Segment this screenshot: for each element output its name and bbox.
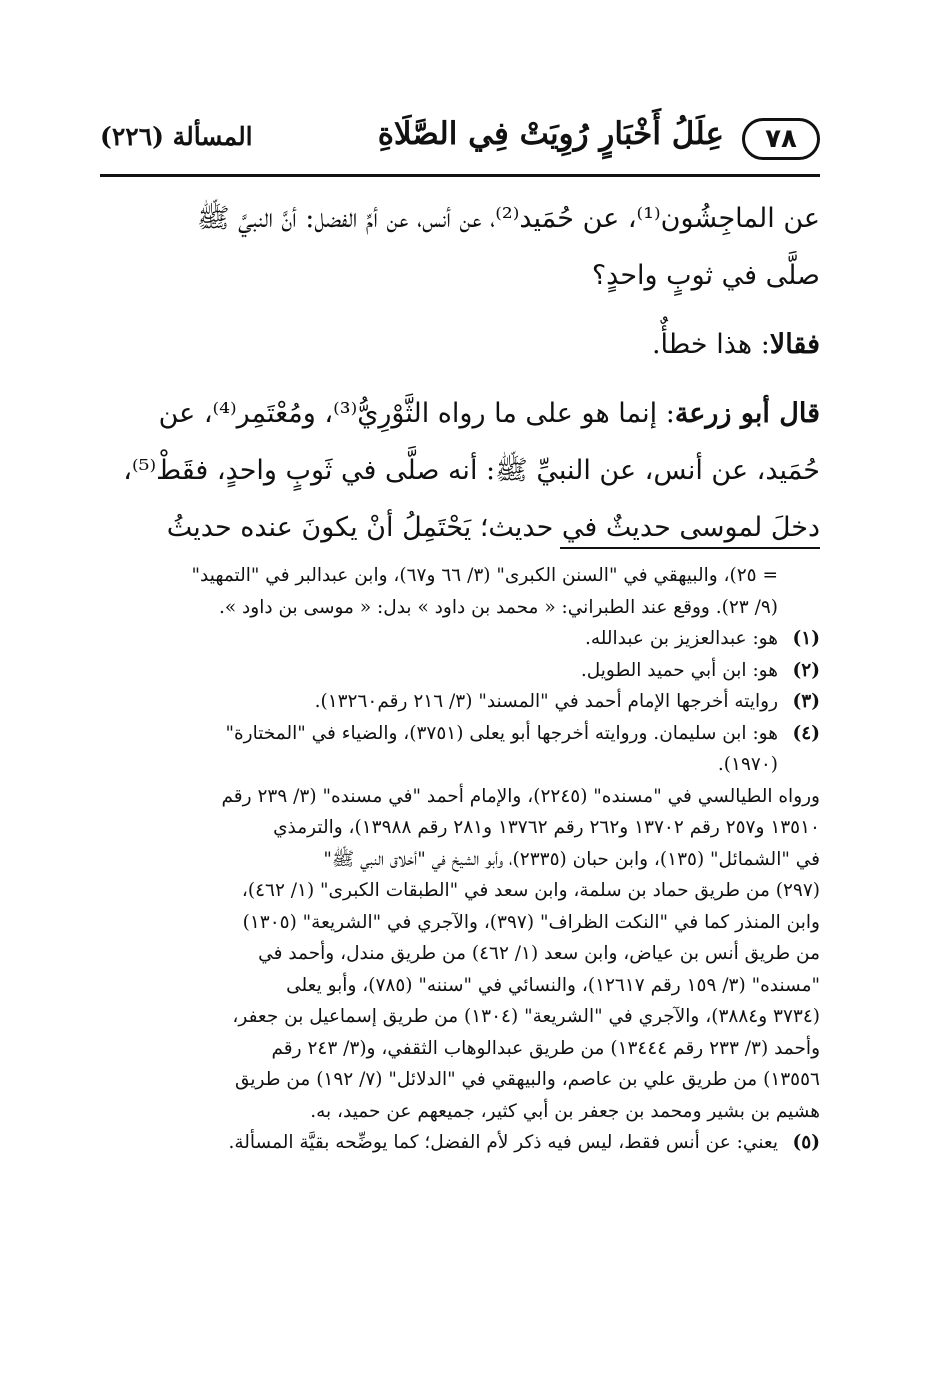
abu-zurah-paragraph	[100, 385, 820, 442]
footnote-continuation: (٩/ ٢٣). ووقع عند الطبراني: « محمد بن داود » بدل: « موسى بن داود ».	[218, 596, 778, 618]
footnote-line: وأحمد (٣/ ٢٣٣ رقم ١٣٤٤٤) من طريق عبدالوهاب الثقفي، و(٣/ ٢٤٣ رقم	[271, 1037, 820, 1059]
abu-zurah-lead: قال أبو زرعة	[674, 398, 820, 429]
footnote-2	[100, 655, 820, 687]
footnote-number: (٣)	[792, 691, 820, 712]
footnote-continuation: = ٢٥)، والبيهقي في "السنن الكبرى" (٣/ ٦٦ و٦٧)، وابن عبدالبر في "التمهيد"	[191, 565, 778, 586]
footnote-line: من طريق أنس بن عياض، وابن سعد (١/ ٤٦٢) من طريق مندل، وأحمد في	[258, 943, 820, 964]
footnote-text: هو: ابن أبي حميد الطويل.	[580, 659, 778, 681]
paragraph-line: : إنما هو على ما رواه الثَّوْرِيُّ⁽³⁾، ومُعْتَمِر⁽⁴⁾، عن	[158, 398, 675, 429]
footnote-line: ورواه الطيالسي في "مسنده" (٢٢٤٥)، والإمام أحمد "في مسنده" (٣/ ٢٣٩ رقم	[221, 785, 820, 807]
page-number-badge	[742, 118, 820, 160]
footnote-line: (١٩٧٠).	[717, 754, 778, 775]
footnote-number: (٥)	[792, 1132, 820, 1153]
main-text	[100, 190, 820, 556]
footnote-number: (٤)	[792, 722, 820, 744]
book-title: عِلَلُ أَخْبَارٍ رُوِيَتْ فِي الصَّلَاةِ	[377, 116, 724, 152]
footnote-line: في "الشمائل" (١٣٥)، وابن حبان (٢٣٣٥)، وأبو الشيخ في "أخلاق النبي ﷺ"	[323, 848, 820, 870]
footnote-text: يعني: عن أنس فقط، ليس فيه ذكر لأم الفضل؛ كما يوضِّحه بقيَّة المسألة.	[228, 1132, 778, 1153]
footnotes	[100, 560, 820, 1159]
footnote-line: هشيم بن بشير ومحمد بن جعفر بن أبي كثير، جميعهم عن حميد، به.	[310, 1100, 820, 1122]
footnote-line: ١٣٥٥٦) من طريق علي بن عاصم، والبيهقي في "الدلائل" (٧/ ١٩٢) من طريق	[234, 1069, 820, 1090]
paragraph-line: عن الماجِشُون⁽¹⁾، عن حُمَيد⁽²⁾، عن أنس، عن أمِّ الفضل: أنَّ النبيَّ ﷺ	[196, 203, 820, 234]
footnote-number: (٢)	[792, 659, 820, 681]
footnote-separator	[560, 547, 820, 549]
footnote-text: هو: عبدالعزيز بن عبدالله.	[584, 628, 778, 649]
issue-label: المسألة (٢٢٦)	[100, 122, 253, 151]
footnote-line: ١٣٥١٠ و٢٥٧ رقم ١٣٧٠٢ و٢٦٢ رقم ١٣٧٦٢ و٢٨١ رقم ١٣٩٨٨)، والترمذي	[273, 817, 820, 838]
paragraph-line: حُمَيد، عن أنس، عن النبيِّ ﷺ: أنه صلَّى في ثَوبٍ واحدٍ، فقَطْ⁽⁵⁾،	[123, 455, 820, 486]
footnote-line: وابن المنذر كما في "النكت الظراف" (٣٩٧)، والآجري في "الشريعة" (١٣٠٥)	[242, 911, 820, 933]
header-rule	[100, 174, 820, 177]
answer-text: : هذا خطأٌ.	[651, 329, 770, 360]
page-header	[100, 112, 820, 174]
footnote-text: روايته أخرجها الإمام أحمد في "المسند" (٣/ ٢١٦ رقم١٣٢٦٠).	[314, 691, 778, 712]
paragraph-line: صلَّى في ثوبٍ واحدٍ؟	[591, 260, 820, 291]
footnote-line: "مسنده" (٣/ ١٥٩ رقم ١٢٦١٧)، والنسائي في "سننه" (٧٨٥)، وأبو يعلى	[286, 974, 820, 996]
footnote-line: (٣٧٣٤ و٣٨٨٤)، والآجري في "الشريعة" (١٣٠٤) من طريق إسماعيل بن جعفر،	[232, 1006, 820, 1027]
answer-lead: فقالا	[769, 329, 820, 360]
paragraph-line: دخلَ لموسى حديثٌ في حديث؛ يَحْتَمِلُ أنْ يكونَ عنده حديثُ	[166, 512, 820, 543]
answer-paragraph	[100, 316, 820, 373]
footnote-line: (٢٩٧) من طريق حماد بن سلمة، وابن سعد في "الطبقات الكبرى" (١/ ٤٦٢)،	[241, 880, 820, 901]
footnote-5	[100, 1127, 820, 1159]
footnote-line: هو: ابن سليمان. وروايته أخرجها أبو يعلى (٣٧٥١)، والضياء في "المختارة"	[225, 722, 778, 744]
footnote-text	[100, 718, 778, 781]
page-number: ٧٨	[765, 124, 797, 154]
footnote-1	[100, 623, 820, 655]
footnote-number: (١)	[792, 628, 820, 649]
footnote-3	[100, 686, 820, 718]
footnote-4	[100, 718, 820, 781]
